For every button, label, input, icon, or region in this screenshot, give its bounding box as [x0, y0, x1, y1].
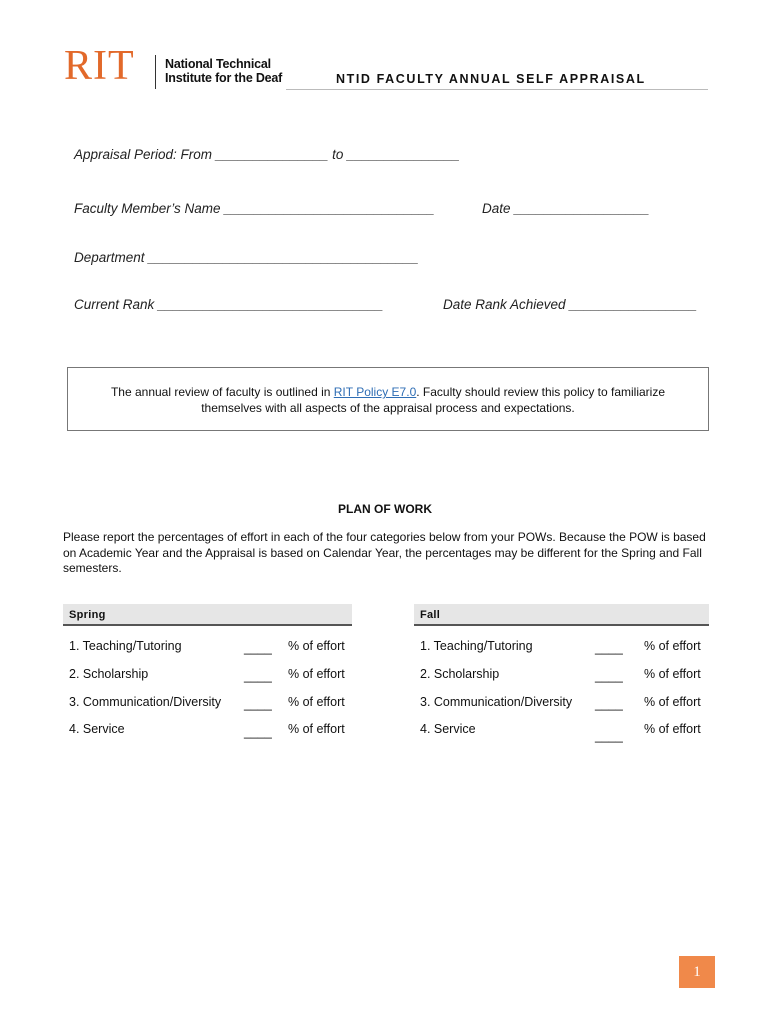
document-title: NTID FACULTY ANNUAL SELF APPRAISAL	[336, 72, 646, 86]
fall-row-unit: % of effort	[644, 639, 701, 653]
fall-row-blank[interactable]: ____	[595, 641, 623, 655]
logo-line-2: Institute for the Deaf	[165, 71, 283, 85]
faculty-name-field[interactable]: Faculty Member’s Name ____________________________	[74, 201, 435, 216]
title-rule	[286, 89, 708, 90]
logo-divider	[155, 55, 156, 89]
date-field[interactable]: Date __________________	[482, 201, 650, 216]
spring-row-blank[interactable]: ____	[244, 725, 272, 739]
spring-row-unit: % of effort	[288, 695, 345, 709]
fall-row-label: 3. Communication/Diversity	[420, 695, 573, 709]
current-rank-field[interactable]: Current Rank ______________________________	[74, 297, 384, 312]
fall-row-label: 1. Teaching/Tutoring	[420, 639, 533, 653]
fall-row-unit: % of effort	[644, 722, 701, 736]
page-number-badge: 1	[679, 956, 715, 988]
spring-row-blank[interactable]: ____	[244, 641, 272, 655]
spring-row-label: 4. Service	[69, 722, 125, 736]
appraisal-period-field[interactable]: Appraisal Period: From _______________ to _______________	[74, 147, 460, 162]
spring-row-blank[interactable]: ____	[244, 669, 272, 683]
spring-row-label: 2. Scholarship	[69, 667, 149, 681]
department-field[interactable]: Department ____________________________________	[74, 250, 419, 265]
spring-row-label: 3. Communication/Diversity	[69, 695, 222, 709]
notice-text-before: The annual review of faculty is outlined in	[110, 385, 334, 399]
fall-row-label: 2. Scholarship	[420, 667, 500, 681]
fall-row-blank[interactable]: ____	[595, 697, 623, 711]
plan-of-work-heading: PLAN OF WORK	[338, 502, 432, 516]
notice-line-2: themselves with all aspects of the appraisal process and expectations.	[201, 401, 575, 415]
spring-row-unit: % of effort	[288, 639, 345, 653]
rit-policy-link[interactable]: RIT Policy E7.0	[333, 385, 417, 399]
date-rank-achieved-field[interactable]: Date Rank Achieved _________________	[443, 297, 697, 312]
spring-row-unit: % of effort	[288, 722, 345, 736]
fall-row-unit: % of effort	[644, 695, 701, 709]
rit-logo: RIT	[64, 43, 135, 89]
policy-notice-box	[67, 367, 709, 431]
fall-row-unit: % of effort	[644, 667, 701, 681]
spring-row-blank[interactable]: ____	[244, 697, 272, 711]
fall-row-blank[interactable]: ____	[595, 669, 623, 683]
fall-column-heading: Fall	[414, 604, 709, 626]
spring-column-heading: Spring	[63, 604, 352, 626]
logo-line-1: National Technical	[165, 57, 271, 71]
ntid-logo-text	[165, 57, 282, 85]
notice-line-1	[68, 384, 708, 400]
fall-row-blank[interactable]: ____	[595, 729, 623, 743]
spring-row-unit: % of effort	[288, 667, 345, 681]
fall-row-label: 4. Service	[420, 722, 476, 736]
notice-text-after: . Faculty should review this policy to familiarize	[416, 385, 666, 399]
spring-row-label: 1. Teaching/Tutoring	[69, 639, 182, 653]
plan-of-work-description: Please report the percentages of effort in each of the four categories below from your POWs. Because the POW is based on Academic Year and the Appraisal is based on Calendar Year, the percentages may be different for the Spring and Fall semesters.	[63, 530, 706, 575]
